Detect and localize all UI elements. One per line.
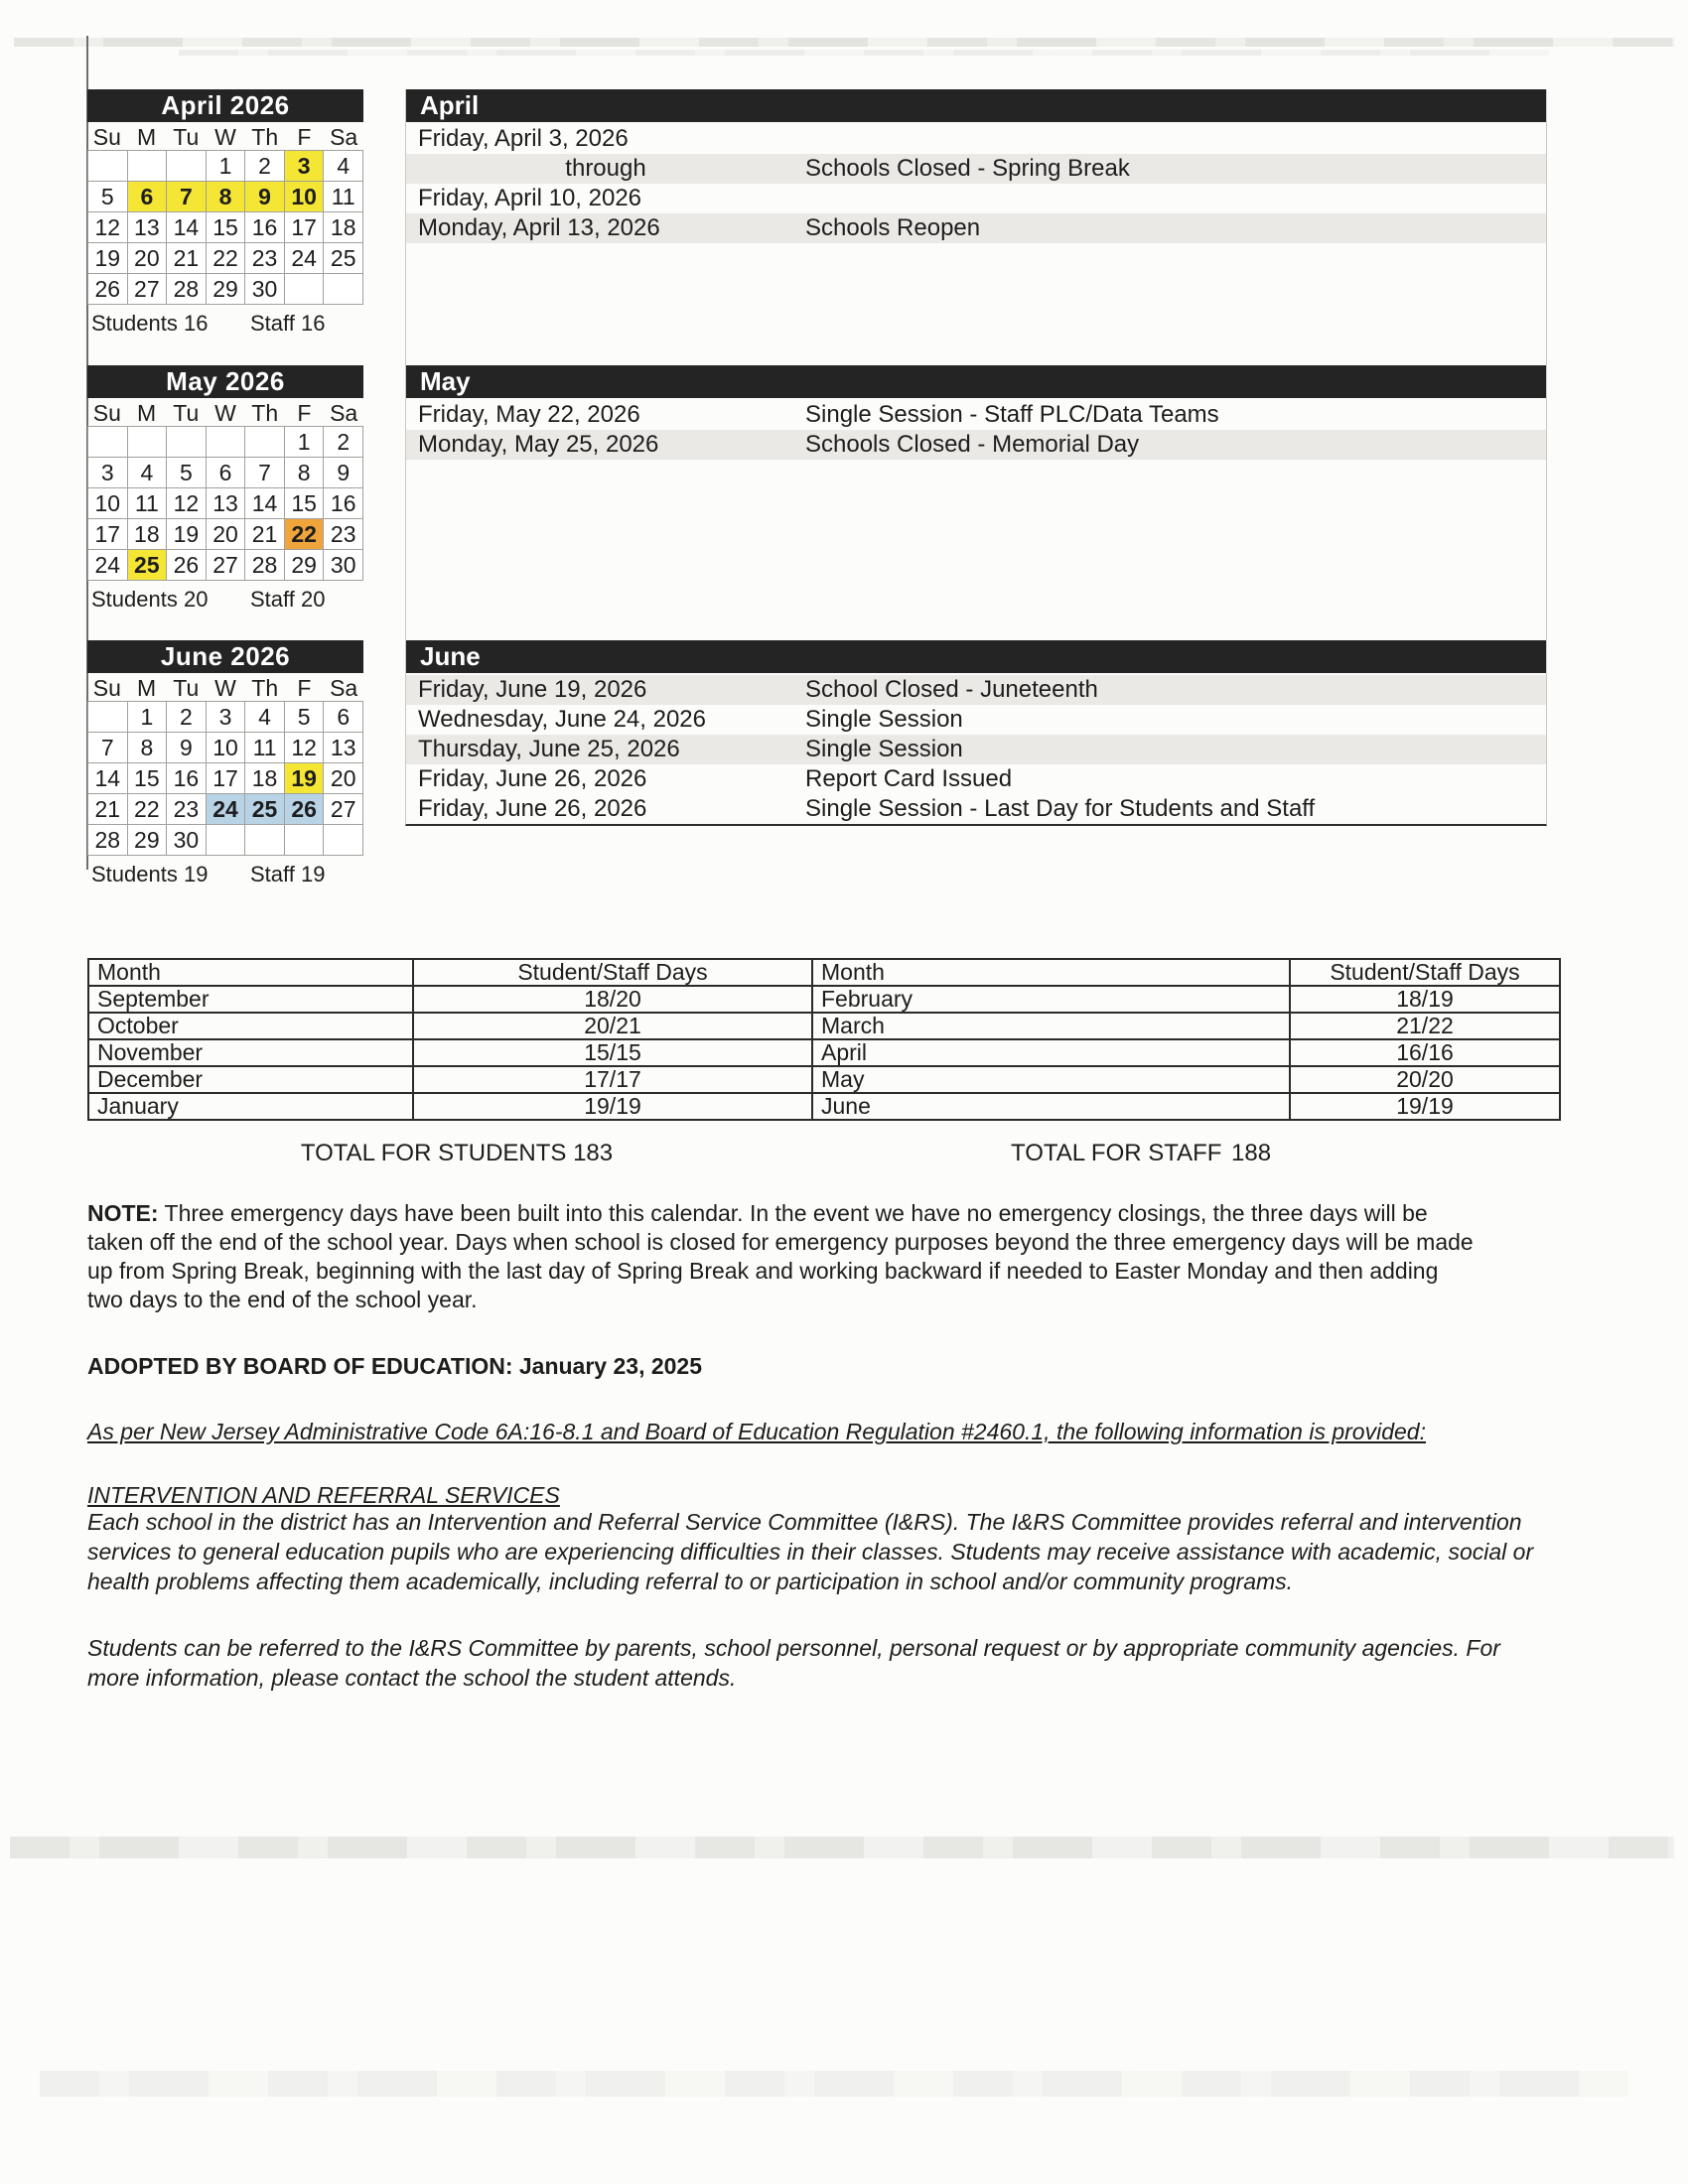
day-header-tu: Tu bbox=[173, 400, 200, 426]
calendar-day-12: 12 bbox=[167, 488, 207, 519]
summary-row bbox=[88, 1066, 1560, 1093]
summary-days: 17/17 bbox=[413, 1066, 812, 1093]
summary-days: 15/15 bbox=[413, 1039, 812, 1066]
summary-row bbox=[88, 1039, 1560, 1066]
calendar-day-6: 6 bbox=[324, 702, 363, 733]
calendar-day-2: 2 bbox=[324, 427, 363, 458]
calendar-day-4: 4 bbox=[128, 458, 168, 488]
calendar-day-2: 2 bbox=[167, 702, 207, 733]
day-header-th: Th bbox=[251, 124, 279, 150]
total-students: TOTAL FOR STUDENTS 183 bbox=[300, 1140, 614, 1166]
day-header-sa: Sa bbox=[330, 675, 358, 701]
event-row bbox=[406, 124, 1546, 154]
events-list bbox=[406, 124, 1546, 243]
calendar-day-1: 1 bbox=[128, 702, 168, 733]
calendar-day-5: 5 bbox=[167, 458, 207, 488]
calendar-day-8: 8 bbox=[285, 458, 325, 488]
calendar-day-1: 1 bbox=[285, 427, 325, 458]
event-description: Schools Closed - Spring Break bbox=[805, 155, 1130, 182]
day-header-sa: Sa bbox=[330, 124, 358, 150]
calendar-day-15: 15 bbox=[207, 212, 246, 243]
event-row bbox=[406, 735, 1546, 764]
calendar-day-empty bbox=[207, 825, 246, 856]
calendar-day-empty bbox=[88, 427, 128, 458]
events-june bbox=[406, 640, 1546, 824]
summary-header: Student/Staff Days bbox=[413, 959, 812, 986]
calendar-day-5: 5 bbox=[285, 702, 325, 733]
calendar-day-21: 21 bbox=[88, 794, 128, 825]
summary-month: April bbox=[812, 1039, 1290, 1066]
event-description: Single Session bbox=[805, 736, 963, 762]
day-header-th: Th bbox=[251, 675, 279, 701]
summary-month: October bbox=[88, 1013, 413, 1039]
irs-heading: INTERVENTION AND REFERRAL SERVICES bbox=[87, 1482, 560, 1508]
calendar-day-empty bbox=[207, 427, 246, 458]
students-count: Students 16 bbox=[91, 311, 209, 336]
calendar-day-4: 4 bbox=[324, 151, 363, 182]
summary-row bbox=[88, 1013, 1560, 1039]
calendar-day-25: 25 bbox=[245, 794, 285, 825]
staff-count: Staff 16 bbox=[250, 311, 326, 336]
day-header-f: F bbox=[297, 124, 312, 150]
calendar-day-18: 18 bbox=[245, 763, 285, 794]
calendar-day-13: 13 bbox=[128, 212, 168, 243]
calendar-day-17: 17 bbox=[207, 763, 246, 794]
calendar-grid bbox=[87, 426, 363, 581]
day-header-tu: Tu bbox=[173, 124, 200, 150]
event-date: Thursday, June 25, 2026 bbox=[418, 736, 680, 762]
calendar-day-8: 8 bbox=[207, 182, 246, 212]
event-date: through bbox=[565, 155, 646, 182]
calendar-day-27: 27 bbox=[207, 550, 246, 581]
calendar-day-20: 20 bbox=[207, 519, 246, 550]
calendar-day-3: 3 bbox=[207, 702, 246, 733]
totals-row bbox=[0, 1140, 1688, 1169]
calendar-day-23: 23 bbox=[324, 519, 363, 550]
event-description bbox=[805, 184, 1546, 213]
calendar-day-23: 23 bbox=[245, 243, 285, 274]
summary-month: May bbox=[812, 1066, 1290, 1093]
calendar-day-20: 20 bbox=[128, 243, 168, 274]
summary-month: November bbox=[88, 1039, 413, 1066]
note-text: Three emergency days have been built into this calendar. In the event we have no emergency closings, the three days will be taken off the end of the school year. Days when school is closed for emergency purposes beyond the three emergency days will be made up from Spring Break, beginning with the last day of Spring Break and working backward if needed to Easter Monday and then adding two days to the end of the school year. bbox=[87, 1200, 1474, 1312]
events-month-title: June bbox=[420, 641, 481, 671]
calendar-day-empty bbox=[128, 151, 168, 182]
calendar-day-3: 3 bbox=[88, 458, 128, 488]
calendar-day-21: 21 bbox=[167, 243, 207, 274]
students-count: Students 20 bbox=[91, 587, 209, 612]
summary-month: December bbox=[88, 1066, 413, 1093]
calendar-day-29: 29 bbox=[207, 274, 246, 305]
event-row bbox=[406, 764, 1546, 794]
calendar-day-empty bbox=[245, 427, 285, 458]
total-staff-label: TOTAL FOR STAFF bbox=[1011, 1140, 1222, 1166]
calendar-day-11: 11 bbox=[245, 733, 285, 763]
summary-month: February bbox=[812, 986, 1290, 1013]
scan-artifact bbox=[10, 1837, 1674, 1858]
calendar-day-empty bbox=[324, 274, 363, 305]
summary-days: 18/20 bbox=[413, 986, 812, 1013]
calendar-april bbox=[87, 89, 363, 337]
events-month-bar bbox=[406, 365, 1546, 398]
calendar-day-28: 28 bbox=[245, 550, 285, 581]
event-date: Friday, June 19, 2026 bbox=[418, 676, 647, 703]
events-list bbox=[406, 675, 1546, 824]
summary-table bbox=[87, 958, 1561, 1121]
calendar-day-4: 4 bbox=[245, 702, 285, 733]
event-row bbox=[406, 675, 1546, 705]
calendar-day-28: 28 bbox=[167, 274, 207, 305]
calendar-day-9: 9 bbox=[167, 733, 207, 763]
day-header-f: F bbox=[297, 400, 312, 426]
calendar-day-empty bbox=[324, 825, 363, 856]
event-description: School Closed - Juneteenth bbox=[805, 676, 1098, 703]
day-header-th: Th bbox=[251, 400, 279, 426]
event-row bbox=[406, 794, 1546, 824]
event-description bbox=[805, 124, 1546, 154]
calendar-day-20: 20 bbox=[324, 763, 363, 794]
event-date: Friday, April 3, 2026 bbox=[418, 125, 629, 152]
calendar-footer bbox=[87, 862, 363, 887]
summary-days: 19/19 bbox=[1290, 1093, 1560, 1120]
calendar-day-1: 1 bbox=[207, 151, 246, 182]
summary-days: 20/21 bbox=[413, 1013, 812, 1039]
calendar-day-7: 7 bbox=[167, 182, 207, 212]
calendar-day-empty bbox=[285, 274, 325, 305]
legal-line: As per New Jersey Administrative Code 6A:16-8.1 and Board of Education Regulation #2460.1, the following information is provided: bbox=[87, 1419, 1426, 1444]
calendar-day-21: 21 bbox=[245, 519, 285, 550]
day-header-row bbox=[87, 673, 363, 701]
event-description: Single Session bbox=[805, 706, 963, 733]
event-date: Wednesday, June 24, 2026 bbox=[418, 706, 706, 733]
event-row bbox=[406, 430, 1546, 460]
events-april bbox=[406, 89, 1546, 243]
event-description: Single Session - Staff PLC/Data Teams bbox=[805, 401, 1219, 428]
calendar-day-14: 14 bbox=[245, 488, 285, 519]
event-description: Schools Reopen bbox=[805, 214, 981, 241]
calendar-day-25: 25 bbox=[128, 550, 168, 581]
calendar-day-26: 26 bbox=[285, 794, 325, 825]
day-header-m: M bbox=[136, 400, 157, 426]
calendar-day-11: 11 bbox=[324, 182, 363, 212]
day-header-w: W bbox=[214, 124, 236, 150]
calendar-day-22: 22 bbox=[128, 794, 168, 825]
summary-days: 20/20 bbox=[1290, 1066, 1560, 1093]
calendar-day-13: 13 bbox=[324, 733, 363, 763]
events-month-title: May bbox=[420, 366, 471, 396]
day-header-sa: Sa bbox=[330, 400, 358, 426]
event-row bbox=[406, 705, 1546, 735]
calendar-day-22: 22 bbox=[285, 519, 325, 550]
day-header-row bbox=[87, 398, 363, 426]
calendar-day-2: 2 bbox=[245, 151, 285, 182]
event-description: Single Session - Last Day for Students and Staff bbox=[805, 795, 1316, 822]
event-description: Report Card Issued bbox=[805, 765, 1013, 792]
day-header-f: F bbox=[297, 675, 312, 701]
calendar-day-19: 19 bbox=[88, 243, 128, 274]
events-list bbox=[406, 400, 1546, 460]
calendar-day-empty bbox=[285, 825, 325, 856]
calendar-june bbox=[87, 640, 363, 887]
calendar-day-6: 6 bbox=[128, 182, 168, 212]
summary-header: Month bbox=[812, 959, 1290, 986]
calendar-grid bbox=[87, 701, 363, 856]
calendar-day-22: 22 bbox=[207, 243, 246, 274]
event-date: Friday, June 26, 2026 bbox=[418, 795, 647, 822]
summary-month: June bbox=[812, 1093, 1290, 1120]
event-description: Schools Closed - Memorial Day bbox=[805, 431, 1140, 458]
calendar-footer bbox=[87, 311, 363, 337]
event-date: Friday, June 26, 2026 bbox=[418, 765, 647, 792]
calendar-day-30: 30 bbox=[167, 825, 207, 856]
calendar-day-empty bbox=[128, 427, 168, 458]
scan-artifact bbox=[179, 50, 1549, 56]
scan-artifact bbox=[40, 2071, 1628, 2097]
event-row bbox=[406, 154, 1546, 184]
calendar-day-14: 14 bbox=[88, 763, 128, 794]
calendar-day-12: 12 bbox=[88, 212, 128, 243]
day-header-w: W bbox=[214, 400, 236, 426]
summary-header: Month bbox=[88, 959, 413, 986]
calendar-day-16: 16 bbox=[324, 488, 363, 519]
calendar-day-30: 30 bbox=[324, 550, 363, 581]
calendar-day-18: 18 bbox=[128, 519, 168, 550]
calendar-day-17: 17 bbox=[285, 212, 325, 243]
calendar-day-empty bbox=[245, 825, 285, 856]
day-header-m: M bbox=[136, 124, 157, 150]
calendar-day-7: 7 bbox=[245, 458, 285, 488]
calendar-title: April 2026 bbox=[87, 89, 363, 122]
day-header-su: Su bbox=[92, 400, 121, 426]
summary-days: 18/19 bbox=[1290, 986, 1560, 1013]
event-row bbox=[406, 400, 1546, 430]
calendar-day-10: 10 bbox=[207, 733, 246, 763]
events-may bbox=[406, 365, 1546, 460]
calendar-grid bbox=[87, 150, 363, 305]
students-count: Students 19 bbox=[91, 862, 209, 887]
calendar-day-10: 10 bbox=[285, 182, 325, 212]
day-header-row bbox=[87, 122, 363, 150]
scan-artifact bbox=[14, 38, 1674, 47]
calendar-day-30: 30 bbox=[245, 274, 285, 305]
irs-paragraph-2: Students can be referred to the I&RS Committee by parents, school personnel, personal request or by appropriate community agencies. For more information, please contact the school the student attends. bbox=[87, 1635, 1500, 1691]
calendar-day-23: 23 bbox=[167, 794, 207, 825]
calendar-day-16: 16 bbox=[167, 763, 207, 794]
total-staff-value: 188 bbox=[1231, 1140, 1272, 1166]
day-header-tu: Tu bbox=[173, 675, 200, 701]
calendar-day-29: 29 bbox=[128, 825, 168, 856]
calendar-day-5: 5 bbox=[88, 182, 128, 212]
calendar-day-8: 8 bbox=[128, 733, 168, 763]
day-header-m: M bbox=[136, 675, 157, 701]
calendar-footer bbox=[87, 587, 363, 613]
event-row bbox=[406, 213, 1546, 243]
calendar-day-empty bbox=[167, 151, 207, 182]
irs-paragraph-1: Each school in the district has an Intervention and Referral Service Committee (I&RS). The I&RS Committee provides referral and intervention services to general education pupils who are experiencing difficulties in their classes. Students may receive assistance with academic, social or health problems affecting them academically, including referral to or participation in school and/or community programs. bbox=[87, 1509, 1534, 1594]
calendar-title: June 2026 bbox=[87, 640, 363, 673]
events-month-bar bbox=[406, 640, 1546, 673]
event-date: Friday, April 10, 2026 bbox=[418, 185, 642, 211]
staff-count: Staff 19 bbox=[250, 862, 326, 887]
summary-days: 21/22 bbox=[1290, 1013, 1560, 1039]
summary-month: September bbox=[88, 986, 413, 1013]
calendar-day-15: 15 bbox=[285, 488, 325, 519]
day-header-su: Su bbox=[92, 675, 121, 701]
summary-days: 16/16 bbox=[1290, 1039, 1560, 1066]
calendar-day-3: 3 bbox=[285, 151, 325, 182]
staff-count: Staff 20 bbox=[250, 587, 326, 612]
calendar-day-26: 26 bbox=[167, 550, 207, 581]
event-date: Friday, May 22, 2026 bbox=[418, 401, 640, 428]
calendar-day-9: 9 bbox=[245, 182, 285, 212]
calendar-day-10: 10 bbox=[88, 488, 128, 519]
emergency-days-note bbox=[87, 1199, 1477, 1314]
calendar-day-19: 19 bbox=[167, 519, 207, 550]
summary-row bbox=[88, 986, 1560, 1013]
summary-days: 19/19 bbox=[413, 1093, 812, 1120]
event-date: Monday, May 25, 2026 bbox=[418, 431, 659, 458]
calendar-day-empty bbox=[88, 702, 128, 733]
day-header-w: W bbox=[214, 675, 236, 701]
calendar-day-11: 11 bbox=[128, 488, 168, 519]
calendar-day-19: 19 bbox=[285, 763, 325, 794]
calendar-day-28: 28 bbox=[88, 825, 128, 856]
event-row bbox=[406, 184, 1546, 213]
events-month-title: April bbox=[420, 90, 480, 120]
calendar-day-24: 24 bbox=[207, 794, 246, 825]
calendar-day-24: 24 bbox=[88, 550, 128, 581]
events-month-bar bbox=[406, 89, 1546, 122]
summary-header-row bbox=[88, 959, 1560, 986]
calendar-day-25: 25 bbox=[324, 243, 363, 274]
calendar-day-24: 24 bbox=[285, 243, 325, 274]
calendar-day-6: 6 bbox=[207, 458, 246, 488]
calendar-day-9: 9 bbox=[324, 458, 363, 488]
calendar-day-empty bbox=[88, 151, 128, 182]
day-header-su: Su bbox=[92, 124, 121, 150]
note-label: NOTE: bbox=[87, 1200, 159, 1226]
summary-month: March bbox=[812, 1013, 1290, 1039]
calendar-day-26: 26 bbox=[88, 274, 128, 305]
calendar-day-13: 13 bbox=[207, 488, 246, 519]
calendar-title: May 2026 bbox=[87, 365, 363, 398]
calendar-day-27: 27 bbox=[324, 794, 363, 825]
calendar-day-16: 16 bbox=[245, 212, 285, 243]
summary-month: January bbox=[88, 1093, 413, 1120]
events-column bbox=[405, 89, 1547, 826]
calendar-day-17: 17 bbox=[88, 519, 128, 550]
calendar-day-18: 18 bbox=[324, 212, 363, 243]
calendar-day-27: 27 bbox=[128, 274, 168, 305]
summary-header: Student/Staff Days bbox=[1290, 959, 1560, 986]
summary-row bbox=[88, 1093, 1560, 1120]
calendar-day-7: 7 bbox=[88, 733, 128, 763]
calendar-day-12: 12 bbox=[285, 733, 325, 763]
calendar-day-14: 14 bbox=[167, 212, 207, 243]
calendar-day-29: 29 bbox=[285, 550, 325, 581]
calendar-day-empty bbox=[167, 427, 207, 458]
calendar-may bbox=[87, 365, 363, 613]
calendar-day-15: 15 bbox=[128, 763, 168, 794]
adopted-line: ADOPTED BY BOARD OF EDUCATION: January 23, 2025 bbox=[87, 1353, 703, 1379]
event-date: Monday, April 13, 2026 bbox=[418, 214, 660, 241]
